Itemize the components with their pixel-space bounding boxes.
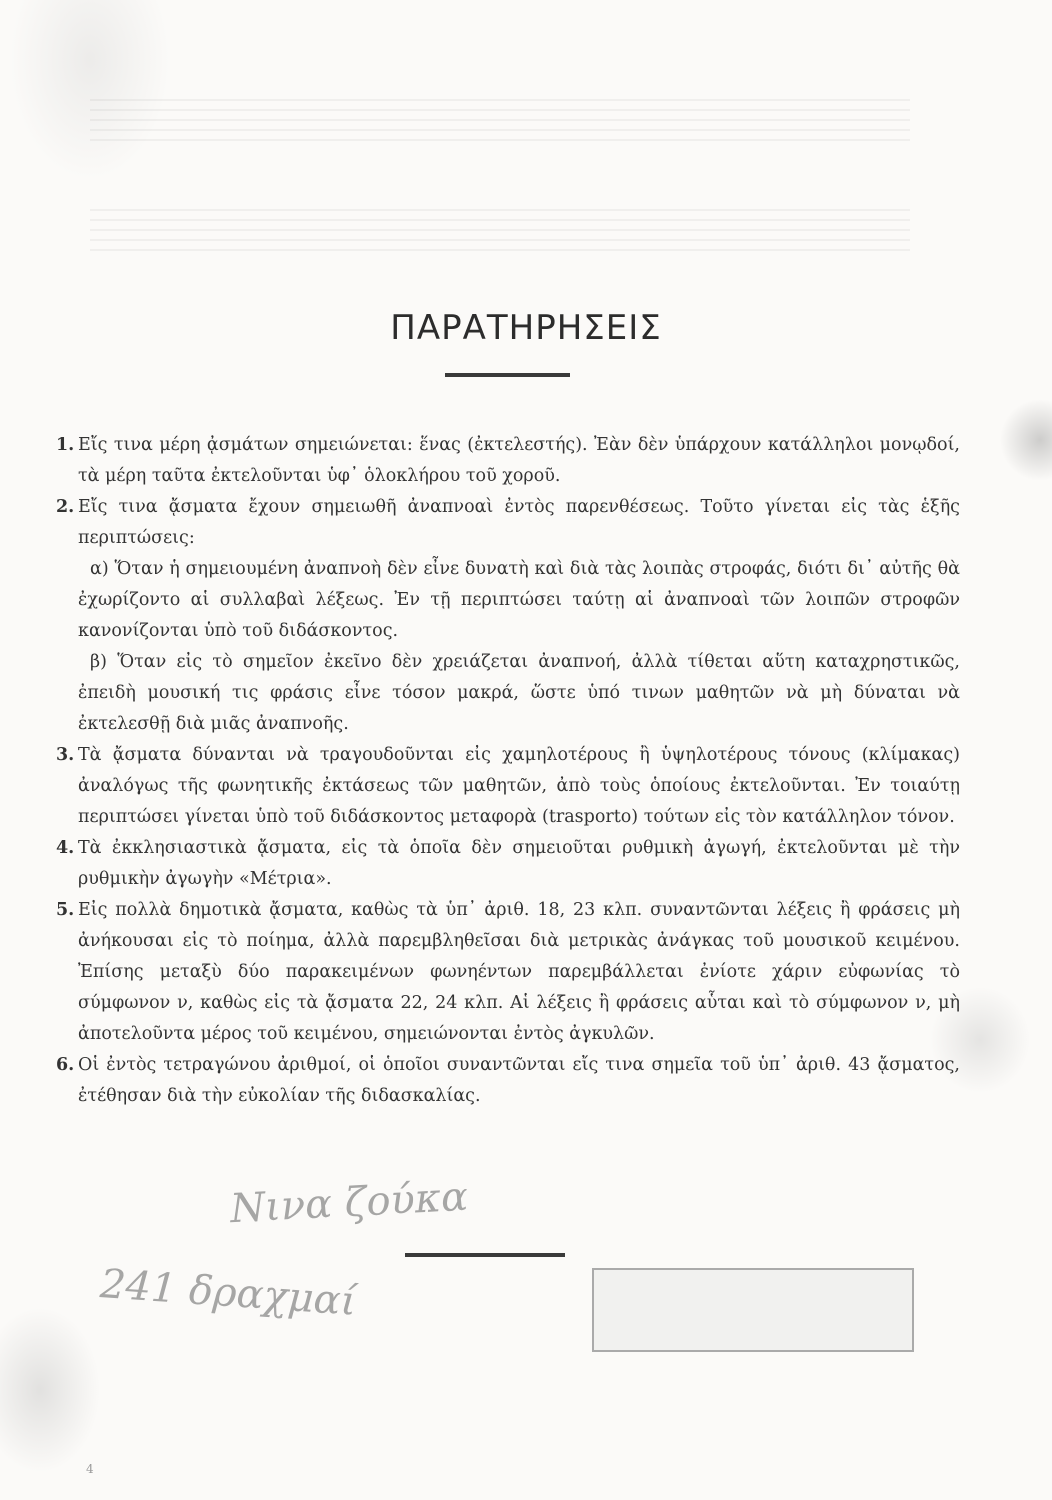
note-text: Εἰς πολλὰ δημοτικὰ ᾄσματα, καθὼς τὰ ὑπ᾿ ἀριθ. 18, 23 κλπ. συναντῶνται λέξεις ἢ φράσεις μὴ ἀνήκουσαι εἰς τὸ ποίημα, ἀλλὰ παρεμβληθεῖσαι διὰ μετρικὰς ἀνάγκας τοῦ μουσικοῦ κειμένου. Ἐπίσης μεταξὺ δύο παρακειμένων φωνηέντων παρεμβάλλεται ἐνίοτε χάριν εὐφωνίας τὸ σύμφωνον ν, καθὼς εἰς τὰ ᾄσματα 22, 24 κλπ. Αἱ λέξεις ἢ φράσεις αὗται καὶ τὸ σύμφωνον ν, μὴ ἀποτελοῦντα μέρος τοῦ κειμένου, σημειώνονται ἐντὸς ἀγκυλῶν. xyxy=(78,900,960,1044)
note-number: 6. xyxy=(56,1055,75,1075)
notes-list xyxy=(56,430,960,1112)
note-number: 2. xyxy=(56,497,75,517)
note-item xyxy=(56,833,960,895)
bottom-divider xyxy=(405,1253,565,1257)
note-text: Εἴς τινα ᾄσματα ἔχουν σημειωθῆ ἀναπνοαὶ ἐντὸς παρενθέσεως. Τοῦτο γίνεται εἰς τὰς ἑξῆς περιπτώσεις: xyxy=(78,497,960,548)
handwritten-name: Νινα ζούκα xyxy=(228,1173,470,1233)
title-divider xyxy=(445,373,570,377)
note-text: Οἱ ἐντὸς τετραγώνου ἀριθμοί, οἱ ὁποῖοι συναντῶνται εἴς τινα σημεῖα τοῦ ὑπ᾿ ἀριθ. 43 ᾄσματος, ἐτέθησαν διὰ τὴν εὐκολίαν τῆς διδασκαλίας. xyxy=(78,1055,960,1106)
note-item xyxy=(56,740,960,833)
bleed-through-staff xyxy=(90,90,910,260)
note-item xyxy=(56,492,960,740)
note-text: Εἴς τινα μέρη ᾀσμάτων σημειώνεται: ἕνας (ἐκτελεστής). Ἐὰν δὲν ὑπάρχουν κατάλληλοι μονῳδοί, τὰ μέρη ταῦτα ἐκτελοῦνται ὑφ᾿ ὁλοκλήρου τοῦ χοροῦ. xyxy=(78,435,960,486)
note-number: 3. xyxy=(56,745,75,765)
note-item xyxy=(56,430,960,492)
page-title: ΠΑΡΑΤΗΡΗΣΕΙΣ xyxy=(390,308,662,348)
note-number: 1. xyxy=(56,435,75,455)
note-number: 5. xyxy=(56,900,75,920)
handwritten-price: 241 δραχμαί xyxy=(98,1261,358,1325)
note-text: Τὰ ᾄσματα δύνανται νὰ τραγουδοῦνται εἰς χαμηλοτέρους ἢ ὑψηλοτέρους τόνους (κλίμακας) ἀναλόγως τῆς φωνητικῆς ἐκτάσεως τῶν μαθητῶν, ἀπὸ τοὺς ὁποίους ἐκτελοῦνται. Ἐν τοιαύτῃ περιπτώσει γίνεται ὑπὸ τοῦ διδάσκοντος μεταφορὰ (trasporto) τούτων εἰς τὸν κατάλληλον τόνον. xyxy=(78,745,960,827)
note-number: 4. xyxy=(56,838,75,858)
stamp-area xyxy=(592,1268,914,1352)
note-item xyxy=(56,895,960,1050)
note-subpoint: α) Ὅταν ἡ σημειουμένη ἀναπνοὴ δὲν εἶνε δυνατὴ καὶ διὰ τὰς λοιπὰς στροφάς, διότι δι᾿ αὐτῆς θὰ ἐχωρίζοντο αἱ συλλαβαὶ λέξεως. Ἐν τῇ περιπτώσει ταύτῃ αἱ ἀναπνοαὶ τῶν λοιπῶν στροφῶν κανονίζονται ὑπὸ τοῦ διδάσκοντος. xyxy=(78,559,960,641)
note-item xyxy=(56,1050,960,1112)
page-number: 4 xyxy=(86,1462,94,1476)
note-subpoint: β) Ὅταν εἰς τὸ σημεῖον ἐκεῖνο δὲν χρειάζεται ἀναπνοή, ἀλλὰ τίθεται αὕτη καταχρηστικῶς, ἐπειδὴ μουσική τις φράσις εἶνε τόσον μακρά, ὥστε ὑπό τινων μαθητῶν νὰ μὴ δύναται νὰ ἐκτελεσθῇ διὰ μιᾶς ἀναπνοῆς. xyxy=(78,652,960,734)
note-text: Τὰ ἐκκλησιαστικὰ ᾄσματα, εἰς τὰ ὁποῖα δὲν σημειοῦται ρυθμικὴ ἀγωγή, ἐκτελοῦνται μὲ τὴν ρυθμικὴν ἀγωγὴν «Μέτρια». xyxy=(78,838,960,889)
